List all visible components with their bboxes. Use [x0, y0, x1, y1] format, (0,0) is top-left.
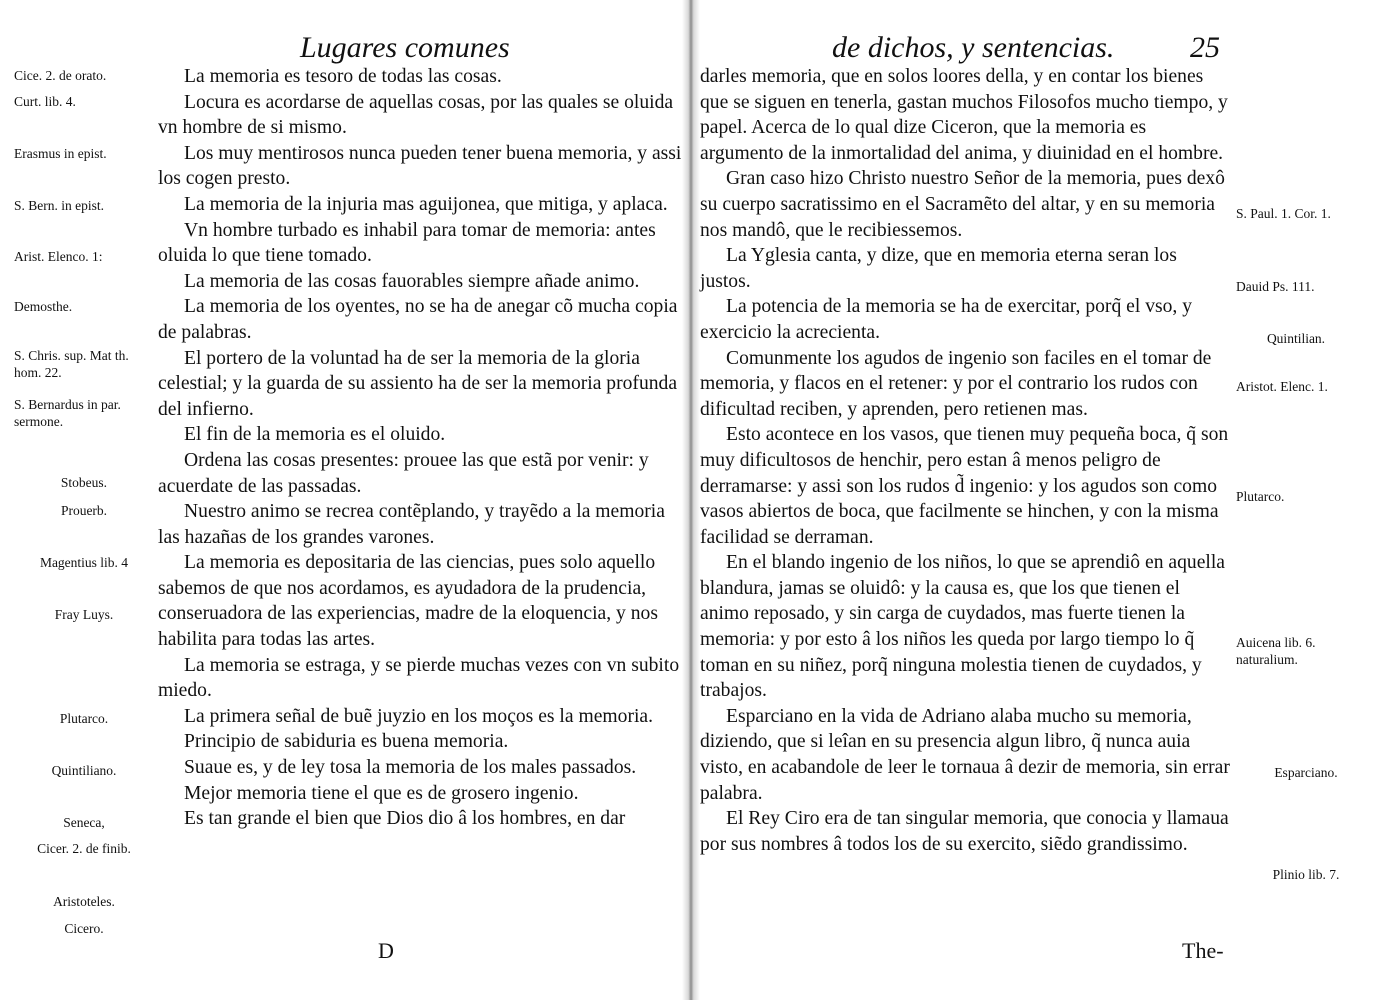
sentence-entry: Esparciano en la vida de Adriano alaba mucho su memoria, diziendo, que si leîan en su presencia algun libro, q̃ nunca auia visto, en acabandole de leer le tornaua â dezir de memoria, sin errar palabra.: [700, 705, 1230, 804]
catchword: The-: [1182, 938, 1224, 963]
margin-note: Quintiliano.: [51, 763, 117, 778]
sentence-entry: Mejor memoria tiene el que es de grosero ingenio.: [184, 782, 579, 804]
sentence-entry: La memoria de los oyentes, no se ha de anegar cõ mucha copia de palabras.: [158, 296, 678, 343]
margin-note: Plinio lib. 7.: [1272, 867, 1340, 882]
sentence-entry: Suaue es, y de ley tosa la memoria de los males passados.: [184, 757, 637, 779]
page-number: 25: [1190, 31, 1220, 64]
margin-note: Quintilian.: [1266, 331, 1326, 346]
sentence-entry: Locura es acordarse de aquellas cosas, por las quales se oluida vn hombre de si mismo.: [158, 91, 674, 139]
running-header-left: Lugares comunes: [300, 31, 510, 64]
left-page-body: [158, 64, 682, 832]
margin-note: Aristoteles.: [53, 894, 115, 909]
margin-note: S. Chris. sup. Mat th. hom. 22.: [14, 348, 129, 380]
margin-note: Fray Luys.: [54, 607, 114, 622]
margin-note: Magentius lib. 4: [39, 555, 129, 570]
sentence-entry: La primera señal de buẽ juyzio en los moços es la memoria.: [184, 705, 654, 727]
sentence-entry: En el blando ingenio de los niños, lo que se aprendiô en aquella blandura, jamas se oluidô: y la causa es, que los que tienen el animo reposado, y sin carga de cuydados, mas fuerte tienen la memoria: y por esto â los niños les queda por largo tiempo lo q̃ toman en su niñez, porq̃ ninguna molestia tienen de cuydados, y trabajos.: [700, 552, 1225, 702]
margin-note: Plutarco.: [1236, 489, 1285, 504]
margin-note: Cicer. 2. de finib.: [37, 841, 131, 856]
signature-mark: D: [378, 938, 394, 963]
margin-note: Esparciano.: [1274, 765, 1338, 780]
right-page: [696, 0, 1386, 1000]
sentence-entry: Ordena las cosas presentes: prouee las que estã por venir: y acuerdate de las passadas.: [158, 449, 649, 497]
sentence-entry: Los muy mentirosos nunca pueden tener buena memoria, y assi los cogen presto.: [158, 142, 682, 190]
margin-note: Auicena lib. 6. naturalium.: [1236, 635, 1316, 667]
sentence-entry: Comunmente los agudos de ingenio son faciles en el tomar de memoria, y flacos en el retener: y por el contrario los rudos con dificultad reciben, y aprenden, pero retienen mas.: [700, 347, 1212, 420]
left-page: [0, 0, 686, 1000]
sentence-entry: Es tan grande el bien que Dios dio â los hombres, en dar: [184, 808, 626, 830]
margin-note: S. Bern. in epist.: [14, 198, 104, 213]
margin-note: Plutarco.: [59, 711, 109, 726]
sentence-entry: Vn hombre turbado es inhabil para tomar de memoria: antes oluida lo que tiene tomado.: [158, 219, 656, 267]
right-page-body: [700, 64, 1230, 857]
sentence-entry: El portero de la voluntad ha de ser la memoria de la gloria celestial; y la guarda de su assiento ha de ser la memoria profunda del infierno.: [158, 347, 678, 420]
sentence-entry: La memoria de las cosas fauorables siempre añade animo.: [184, 270, 640, 292]
margin-note: Seneca,: [63, 815, 105, 830]
sentence-entry: La memoria de la injuria mas aguijonea, que mitiga, y aplaca.: [184, 193, 668, 215]
margin-note: Arist. Elenco. 1:: [14, 249, 103, 264]
margin-note: S. Bernardus in par. sermone.: [14, 397, 121, 429]
margin-note: Dauid Ps. 111.: [1236, 279, 1315, 294]
margin-note: Prouerb.: [60, 503, 108, 518]
margin-note: Curt. lib. 4.: [14, 94, 76, 109]
margin-note: Cicero.: [64, 921, 104, 936]
sentence-entry: darles memoria, que en solos loores della, y en contar los bienes que se siguen en tenerla, gastan muchos Filosofos mucho tiempo, y papel. Acerca de lo qual dize Ciceron, que la memoria es argumento de la inmortalidad del anima, y diuinidad en el hombre.: [700, 66, 1228, 164]
sentence-entry: Esto acontece en los vasos, que tienen muy pequeña boca, q̃ son muy dificultosos de henchir, pero estan â menos peligro de derramarse: y assi son los rudos d̃ ingenio: y los agudos son como vasos abiertos de boca, que facilmente se hinchen, y con la misma facilidad se derraman.: [700, 424, 1229, 548]
sentence-entry: Nuestro animo se recrea contẽplando, y trayẽdo a la memoria las hazañas de los grandes varones.: [158, 501, 665, 548]
margin-note: Stobeus.: [60, 475, 108, 490]
sentence-entry: Principio de sabiduria es buena memoria.: [184, 731, 509, 753]
margin-note: Demosthe.: [14, 299, 73, 314]
margin-note: Cice. 2. de orato.: [14, 68, 107, 83]
margin-note: Aristot. Elenc. 1.: [1236, 379, 1328, 394]
running-header-right: de dichos, y sentencias.: [832, 31, 1115, 64]
sentence-entry: La memoria es tesoro de todas las cosas.: [184, 66, 502, 87]
sentence-entry: La Yglesia canta, y dize, que en memoria eterna seran los justos.: [700, 245, 1177, 292]
margin-note: S. Paul. 1. Cor. 1.: [1236, 206, 1331, 221]
sentence-entry: Gran caso hizo Christo nuestro Señor de la memoria, pues dexô su cuerpo sacratissimo en el Sacramẽto del altar, y en su memoria nos mandô, que le recibiessemos.: [700, 168, 1225, 241]
margin-note: Erasmus in epist.: [14, 146, 107, 161]
sentence-entry: La potencia de la memoria se ha de exercitar, porq̃ el vso, y exercicio la acrecienta.: [700, 296, 1193, 343]
sentence-entry: El fin de la memoria es el oluido.: [184, 424, 446, 446]
sentence-entry: El Rey Ciro era de tan singular memoria, que conocia y llamaua por sus nombres â todos los de su exercito, siẽdo grandissimo.: [700, 808, 1229, 855]
sentence-entry: La memoria se estraga, y se pierde muchas vezes con vn subito miedo.: [158, 654, 680, 702]
sentence-entry: La memoria es depositaria de las ciencias, pues solo aquello sabemos de que nos acordamos, es ayudadora de la prudencia, conseruadora de las experiencias, madre de la eloquencia, y nos habilita para todas las artes.: [158, 552, 658, 651]
